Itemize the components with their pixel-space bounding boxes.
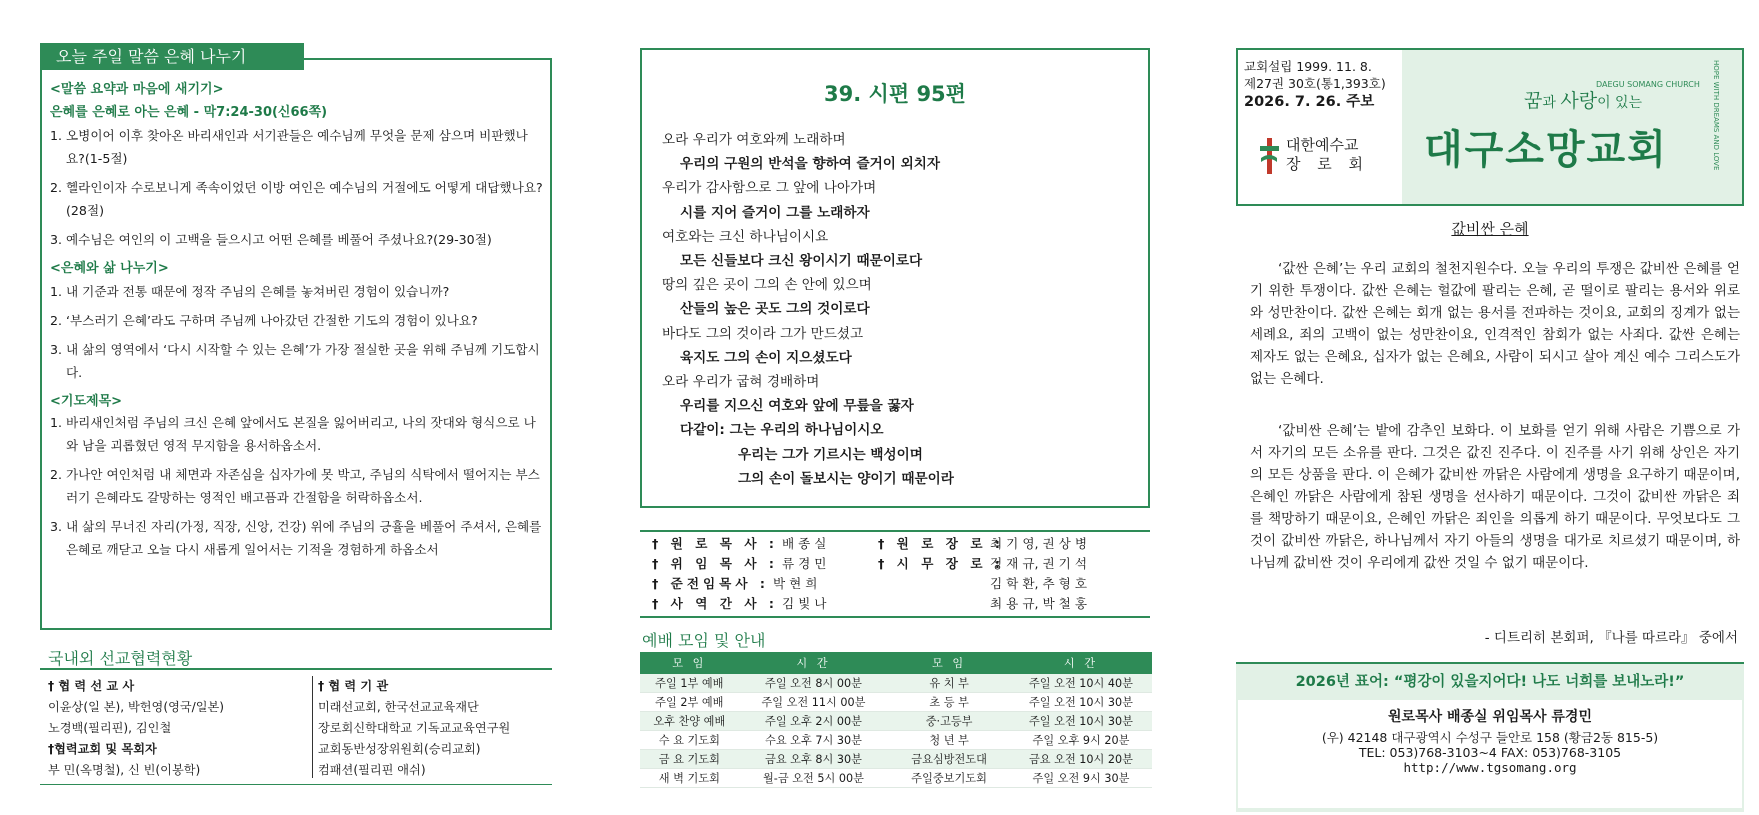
- worship-row: [640, 769, 1152, 788]
- essay-citation: - 디트리히 본회퍼, 『나를 따르라』 중에서: [1484, 630, 1738, 646]
- prayer-item: [50, 515, 545, 561]
- prayer-heading: <기도제목>: [50, 394, 123, 409]
- staff-role: † 원 로 목 사 :: [652, 536, 778, 551]
- staff-row: [652, 554, 1152, 574]
- worship-table-header: [640, 652, 1152, 674]
- prayer-item-number: 1.: [50, 415, 63, 430]
- psalm-line: 다같이: 그는 우리의 하나님이시오: [680, 422, 884, 439]
- worship-cell: 주일 오전 9시 30분: [1010, 769, 1152, 788]
- worship-row: [640, 693, 1152, 712]
- english-church-name: DAEGU SOMANG CHURCH: [1596, 80, 1700, 89]
- mission-left-line: †협력교회 및 목회자: [48, 742, 157, 756]
- footer-pastors: 원로목사 배종실 위임목사 류경민: [1388, 709, 1592, 725]
- elder-names: 최 용 규, 박 철 홍: [990, 596, 1088, 611]
- psalm-lines: [662, 128, 1142, 491]
- elder-names: 정 재 규, 권 기 석: [990, 556, 1088, 571]
- sermon-sharing-title: 오늘 주일 말씀 은혜 나누기: [40, 43, 304, 70]
- life-sharing-item-text: ‘부스러기 은혜’라도 구하며 주님께 나아갔던 간절한 기도의 경험이 있나요?: [66, 313, 478, 328]
- worship-cell: 주일 오후 2시 00분: [739, 712, 889, 731]
- vertical-tagline: HOPE WITH DREAMS AND LOVE: [1712, 60, 1720, 171]
- worship-cell: 월-금 오전 5시 00분: [739, 769, 889, 788]
- staff-role: † 위 임 목 사 :: [652, 556, 778, 571]
- worship-header-cell: 모 임: [888, 652, 1010, 674]
- worship-header-cell: 시 간: [1010, 652, 1152, 674]
- life-sharing-list: [50, 280, 545, 384]
- staff-name: 류 경 민: [781, 556, 827, 571]
- psalm-line: 시를 지어 즐거이 그를 노래하자: [680, 204, 870, 221]
- worship-cell: 초 등 부: [888, 693, 1010, 712]
- worship-row: [640, 712, 1152, 731]
- psalm-line: 우리를 지으신 여호와 앞에 무릎을 꿇자: [680, 398, 914, 415]
- worship-cell: 주일 오전 10시 30분: [1010, 693, 1152, 712]
- worship-cell: 주일 1부 예배: [640, 674, 739, 693]
- worship-cell: 주일 오전 8시 00분: [739, 674, 889, 693]
- psalm-line: 산들의 높은 곳도 그의 것이로다: [680, 301, 870, 318]
- worship-cell: 주일 오전 11시 00분: [739, 693, 889, 712]
- sermon-question-item: [50, 124, 545, 170]
- mission-right-list: [318, 676, 558, 781]
- sermon-question-item-number: 2.: [50, 180, 63, 195]
- psalm-line: 우리는 그가 기르시는 백성이며: [738, 446, 923, 463]
- mission-left-list: [48, 676, 308, 781]
- staff-list: [652, 534, 1152, 614]
- worship-cell: 금요심방전도대: [888, 750, 1010, 769]
- phone-fax: TEL: 053)768-3103~4 FAX: 053)768-3105: [1358, 745, 1622, 760]
- life-sharing-heading: <은혜와 삶 나누기>: [50, 261, 169, 276]
- staff-name: 박 현 희: [772, 576, 818, 591]
- life-sharing-item-number: 1.: [50, 284, 63, 299]
- worship-row: [640, 674, 1152, 693]
- slogan-love: 사랑: [1560, 90, 1598, 112]
- slogan-and: 과: [1542, 95, 1561, 111]
- sermon-question-item: [50, 176, 545, 222]
- staff-role: † 사 역 간 사 :: [652, 596, 778, 611]
- mission-divider: [40, 668, 552, 670]
- worship-cell: 새 벽 기도회: [640, 769, 739, 788]
- mission-left-line: 이윤상(일 본), 박헌영(영국/일본): [48, 700, 225, 714]
- denomination-line2: 장 로 회: [1286, 155, 1370, 173]
- worship-cell: 주일 2부 예배: [640, 693, 739, 712]
- mission-left-line: 노경백(필리핀), 김인철: [48, 721, 172, 735]
- sermon-summary-heading: <말씀 요약과 마음에 새기기>: [50, 82, 224, 97]
- elder-role: † 시 무 장 로 :: [878, 556, 1004, 571]
- prayer-item-text: 가나안 여인처럼 내 체면과 자존심을 십자가에 못 박고, 주님의 식탁에서 떨어지는 부스러기 은혜라도 갈망하는 영적인 배고픔과 간절함을 허락하옵소서.: [66, 467, 540, 505]
- mission-bottom-line: [40, 784, 552, 785]
- psalm-line: 그의 손이 돌보시는 양이기 때문이라: [738, 470, 954, 487]
- life-sharing-item: [50, 309, 545, 332]
- denomination-line1: 대한예수교: [1286, 136, 1359, 154]
- psalm-line: 모든 신들보다 크신 왕이시기 때문이로다: [680, 253, 923, 270]
- life-sharing-item: [50, 338, 545, 384]
- sermon-question-item-text: 오병이어 이후 찾아온 바리새인과 서기관들은 예수님께 무엇을 문제 삼으며 비판했나요?(1-5절): [66, 128, 528, 166]
- psalm-line: 육지도 그의 손이 지으셨도다: [680, 349, 852, 366]
- psalm-line: 오라 우리가 굽혀 경배하며: [662, 374, 820, 391]
- slogan-with: 이 있는: [1597, 95, 1643, 111]
- church-slogan: [1524, 86, 1642, 113]
- psalm-line: 바다도 그의 것이라 그가 만드셨고: [662, 325, 864, 342]
- worship-header-cell: 시 간: [739, 652, 889, 674]
- prayer-item: [50, 411, 545, 457]
- mission-right-line: 장로회신학대학교 기독교교육연구원: [318, 721, 511, 735]
- life-sharing-item-number: 3.: [50, 342, 63, 357]
- prayer-item: [50, 463, 545, 509]
- elder-role: † 원 로 장 로 :: [878, 536, 1004, 551]
- sermon-question-list: [50, 124, 545, 251]
- mission-left-line: † 협 력 선 교 사: [48, 679, 135, 693]
- worship-cell: 수요 오후 7시 30분: [739, 731, 889, 750]
- staff-role: † 준전임목사 :: [652, 576, 769, 591]
- sermon-question-item-text: 헬라인이자 수로보니게 족속이었던 이방 여인은 예수님의 거절에도 어떻게 대답했나요?(28절): [66, 180, 543, 218]
- staff-top-line: [640, 530, 1150, 532]
- website-link[interactable]: http://www.tgsomang.org: [1403, 760, 1577, 775]
- prayer-item-number: 3.: [50, 519, 63, 534]
- mission-title: 국내외 선교협력현황: [48, 649, 193, 668]
- mission-right-line: 교회동반성장위원회(승리교회): [318, 742, 481, 756]
- worship-row: [640, 731, 1152, 750]
- life-sharing-item-number: 2.: [50, 313, 63, 328]
- sermon-subtitle: 은혜를 은혜로 아는 은혜 - 막7:24-30(신66쪽): [50, 105, 328, 120]
- issue-number: 제27권 30호(통1,393호): [1244, 76, 1386, 91]
- staff-name: 김 빛 나: [781, 596, 827, 611]
- worship-cell: 금요 오전 10시 20분: [1010, 750, 1152, 769]
- psalm-line: 땅의 깊은 곳이 그의 손 안에 있으며: [662, 277, 872, 294]
- prayer-item-text: 바리새인처럼 주님의 크신 은혜 앞에서도 본질을 잃어버리고, 나의 잣대와 형식으로 나와 남을 괴롭혔던 영적 무지함을 용서하옵소서.: [66, 415, 536, 453]
- sermon-question-item-number: 1.: [50, 128, 63, 143]
- worship-cell: 금요 오후 8시 30분: [739, 750, 889, 769]
- worship-table-body: [640, 674, 1152, 788]
- worship-cell: 청 년 부: [888, 731, 1010, 750]
- prayer-list: [50, 411, 545, 561]
- sermon-question-item-text: 예수님은 여인의 이 고백을 들으시고 어떤 은혜를 베풀어 주셨나요?(29-30절): [66, 232, 492, 247]
- worship-cell: 유 치 부: [888, 674, 1010, 693]
- worship-table: [640, 652, 1152, 788]
- founding-date: 교회설립 1999. 11. 8.: [1244, 59, 1372, 74]
- psalm-line: 오라 우리가 여호와께 노래하며: [662, 132, 846, 148]
- bulletin-info: [1244, 58, 1386, 111]
- psalm-line: 여호와는 크신 하나님이시요: [662, 228, 829, 245]
- prayer-item-text: 내 삶의 무너진 자리(가정, 직장, 신앙, 건강) 위에 주님의 긍휼을 베풀어 주셔서, 은혜를 은혜로 깨닫고 오늘 다시 새롭게 일어서는 기적을 경험하게 하옵소서: [66, 519, 542, 557]
- staff-name: 배 종 실: [781, 536, 827, 551]
- denomination: [1286, 136, 1369, 174]
- sermon-question-item: [50, 228, 545, 251]
- life-sharing-item: [50, 280, 545, 303]
- worship-row: [640, 750, 1152, 769]
- elder-names: 최 기 영, 권 상 병: [990, 536, 1088, 551]
- bulletin-date: 2026. 7. 26. 주보: [1244, 94, 1375, 110]
- year-motto: 2026년 표어: “평강이 있을지어다! 나도 너희를 보내노라!”: [1295, 674, 1685, 690]
- staff-row: [652, 574, 1152, 594]
- footer-address: [1236, 730, 1744, 775]
- cross-logo-icon: [1258, 138, 1280, 174]
- church-name-logo: 대구소망교회: [1424, 127, 1668, 173]
- worship-cell: 주일 오후 9시 20분: [1010, 731, 1152, 750]
- psalm-line: 우리가 감사함으로 그 앞에 나아가며: [662, 180, 877, 197]
- sermon-question-item-number: 3.: [50, 232, 63, 247]
- worship-cell: 주일중보기도회: [888, 769, 1010, 788]
- worship-cell: 주일 오전 10시 40분: [1010, 674, 1152, 693]
- staff-row: [652, 594, 1152, 614]
- staff-bottom-line: [640, 616, 1150, 618]
- worship-cell: 중·고등부: [888, 712, 1010, 731]
- essay-paragraph-2: ‘값비싼 은혜’는 밭에 감추인 보화다. 이 보화를 얻기 위해 사람은 기쁨으로 가서 자기의 모든 소유를 판다. 그것은 값진 진주다. 이 진주를 사기 위해 상인은 자기의 모든 상품을 판다. 이 은혜가 값비싼 까닭은 사람에게 생명을 요구하기 때문이며, 은혜인 까닭은 사람에게 참된 생명을 선사하기 때문이다. 그것이 값비싼 까닭은 죄를 책망하기 때문이요, 은혜인 까닭은 죄인을 의롭게 하기 때문이다. 무엇보다도 그것이 값비싼 까닭은, 하나님께서 자기 아들의 생명을 대가로 치르셨기 때문이며, 하나님께 값비싼 것이 우리에게 값싼 것일 수 없기 때문이다.: [1250, 423, 1740, 571]
- postal-address: (우) 42148 대구광역시 수성구 들안로 158 (황금2동 815-5): [1321, 730, 1659, 745]
- worship-header-cell: 모 임: [640, 652, 739, 674]
- staff-row: [652, 534, 1152, 554]
- essay-paragraph-1: ‘값싼 은혜’는 우리 교회의 철천지원수다. 오늘 우리의 투쟁은 값비싼 은혜를 얻기 위한 투쟁이다. 값싼 은혜는 헐값에 팔리는 은혜, 곧 떨이로 팔리는 용서와 위로와 성만찬이다. 값싼 은혜는 회개 없는 용서를 전파하는 것이요, 교회의 징계가 없는 세례요, 죄의 고백이 없는 성만찬이요, 인격적인 참회가 없는 사죄다. 값싼 은혜는 제자도 없는 은혜요, 십자가 없는 은혜요, 사람이 되시고 살아 계신 예수 그리스도가 없는 은혜다.: [1250, 261, 1740, 387]
- worship-cell: 오후 찬양 예배: [640, 712, 739, 731]
- worship-cell: 수 요 기도회: [640, 731, 739, 750]
- mission-column-divider: [312, 676, 313, 778]
- mission-right-line: 컴패션(필리핀 애쉬): [318, 763, 426, 777]
- psalm-line: 우리의 구원의 반석을 향하여 즐거이 외치자: [680, 156, 941, 173]
- essay-title: 값비싼 은혜: [1451, 220, 1529, 238]
- worship-title: 예배 모임 및 안내: [642, 631, 766, 650]
- mission-right-line: 미래선교회, 한국선교교육재단: [318, 700, 479, 714]
- elder-names: 김 학 환, 추 형 호: [990, 576, 1088, 591]
- psalm-title: 39. 시편 95편: [824, 82, 966, 106]
- sermon-sharing-content: [50, 78, 545, 567]
- worship-cell: 금 요 기도회: [640, 750, 739, 769]
- mission-left-line: 부 민(옥명철), 신 빈(이봉학): [48, 763, 201, 777]
- worship-cell: 주일 오전 10시 30분: [1010, 712, 1152, 731]
- life-sharing-item-text: 내 삶의 영역에서 ‘다시 시작할 수 있는 은혜’가 가장 절실한 곳을 위해 주님께 기도합시다.: [66, 342, 540, 380]
- life-sharing-item-text: 내 기준과 전통 때문에 정작 주님의 은혜를 놓쳐버린 경험이 있습니까?: [66, 284, 450, 299]
- prayer-item-number: 2.: [50, 467, 63, 482]
- slogan-dream: 꿈: [1524, 90, 1543, 112]
- mission-right-line: † 협 력 기 관: [318, 679, 389, 693]
